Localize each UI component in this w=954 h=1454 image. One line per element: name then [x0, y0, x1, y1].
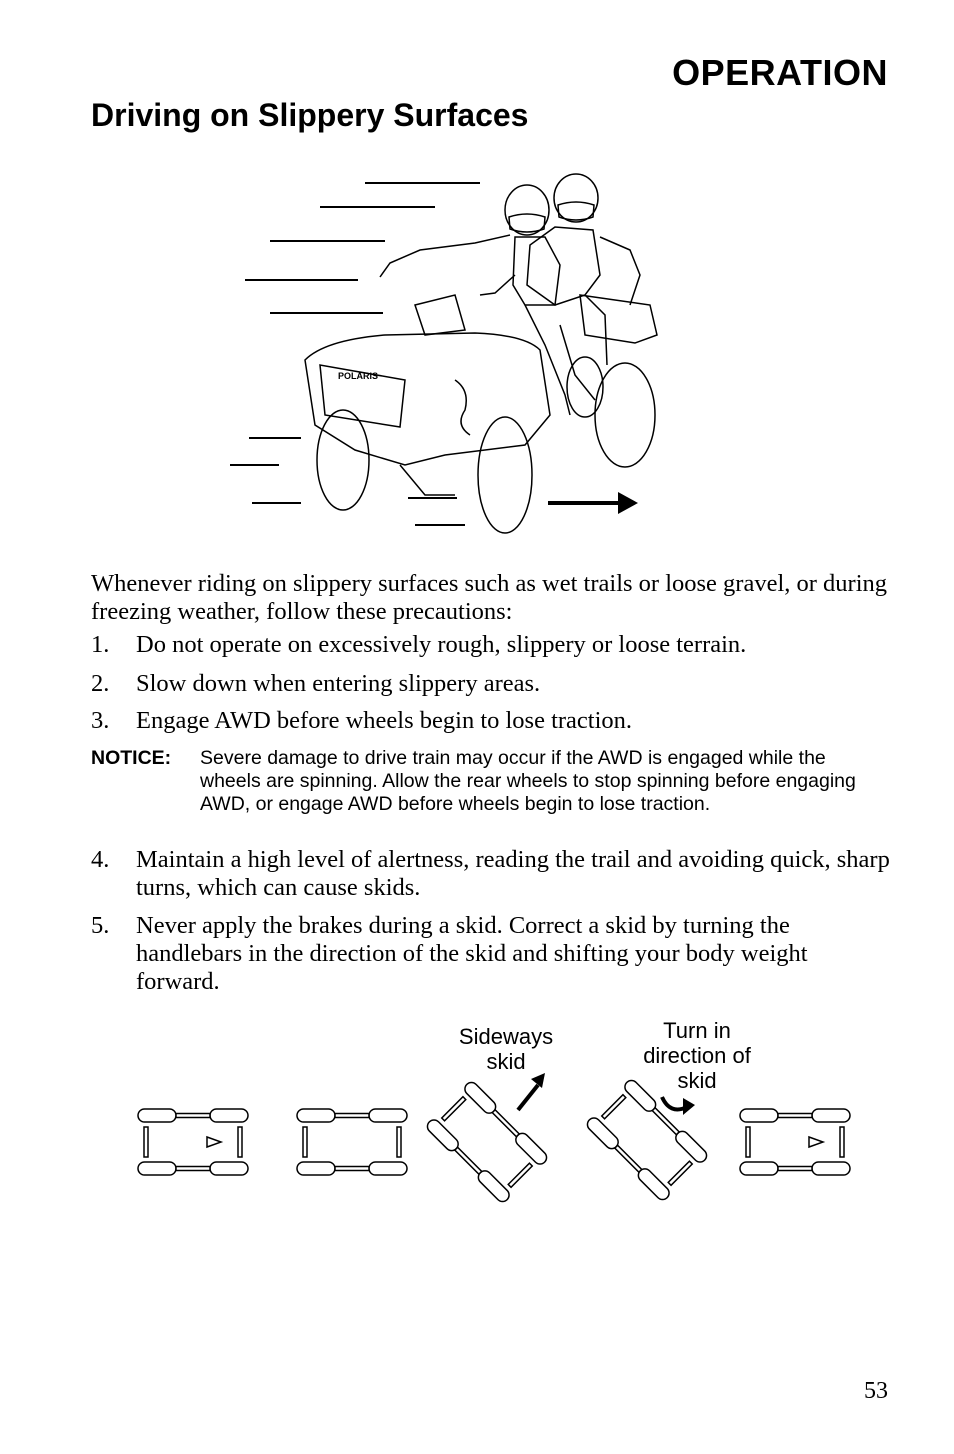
list-item [91, 670, 891, 698]
motion-lines [230, 183, 480, 525]
list-item-number: 4. [91, 846, 110, 873]
page-title: Driving on Slippery Surfaces [91, 97, 529, 133]
car-position-3 [425, 1080, 549, 1204]
atv-body [305, 295, 657, 495]
intro-paragraph: Whenever riding on slippery surfaces such as wet trails or loose gravel, or during freezing weather, follow these precautions: [91, 570, 888, 625]
list-item-text: Engage AWD before wheels begin to lose traction. [136, 707, 633, 734]
car-position-4 [585, 1078, 709, 1202]
section-header: OPERATION [672, 52, 888, 93]
direction-arrow [548, 492, 638, 514]
list-item-text: Maintain a high level of alertness, reading the trail and avoiding quick, sharp turns, which can cause skids. [136, 846, 890, 901]
list-item-text: Slow down when entering slippery areas. [136, 670, 541, 697]
list-item-number: 1. [91, 631, 110, 658]
page-number: 53 [864, 1378, 888, 1404]
list-item [91, 846, 891, 902]
atv-riders-illustration [225, 165, 665, 545]
sideways-skid-label: Sideways skid [458, 1024, 554, 1074]
list-item-number: 2. [91, 670, 110, 697]
car-position-5 [740, 1109, 850, 1175]
turn-direction-label: Turn in direction of skid [643, 1018, 751, 1093]
list-item [91, 631, 891, 659]
turn-arrow-icon [662, 1097, 695, 1115]
brand-text: POLARIS [338, 371, 379, 381]
front-rider [380, 185, 595, 415]
atv-wheels [317, 357, 655, 533]
list-item-number: 5. [91, 912, 110, 939]
list-item [91, 912, 891, 996]
notice-text: Severe damage to drive train may occur if the AWD is engaged while the wheels are spinning. Allow the rear wheels to stop spinning before engaging AWD, or engage AWD before wheels begin to lose traction. [200, 747, 856, 815]
rear-rider [527, 174, 640, 365]
list-item [91, 707, 891, 735]
notice-block [91, 747, 891, 816]
list-item-text: Do not operate on excessively rough, slippery or loose terrain. [136, 631, 747, 658]
list-item-number: 3. [91, 707, 110, 734]
list-item-text: Never apply the brakes during a skid. Correct a skid by turning the handlebars in the direction of the skid and shifting your body weight forward. [136, 912, 808, 995]
notice-label: NOTICE: [91, 747, 172, 769]
sideways-skid-arrow [518, 1073, 545, 1110]
car-position-2 [297, 1109, 407, 1175]
car-position-1 [138, 1109, 248, 1175]
